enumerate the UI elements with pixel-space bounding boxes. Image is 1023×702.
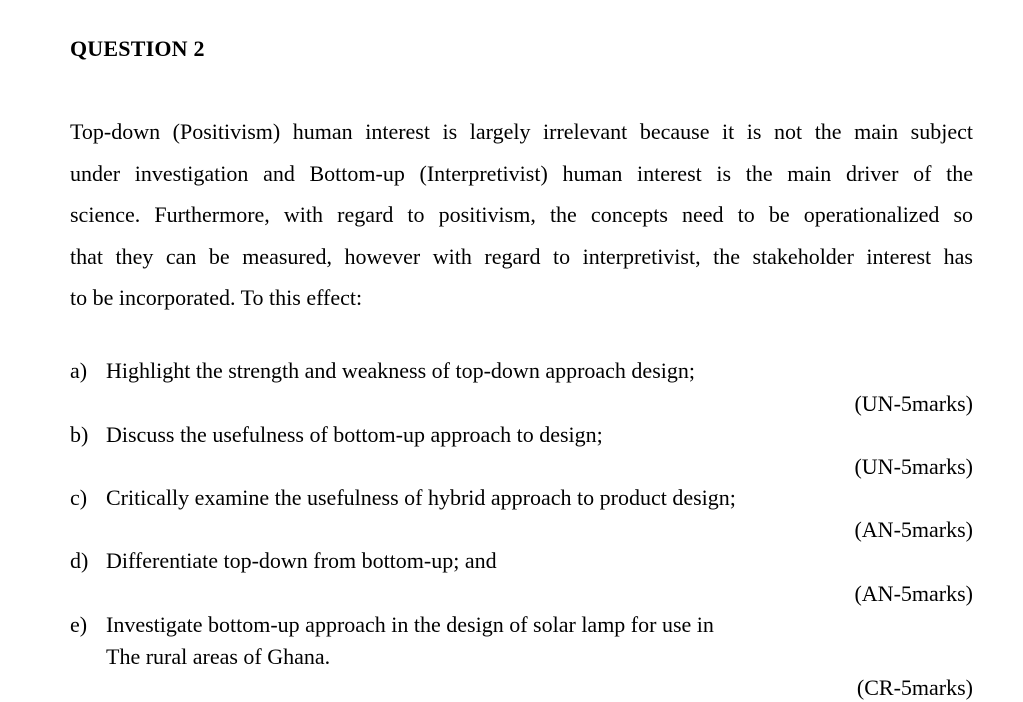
item-text: Highlight the strength and weakness of top-down approach design; xyxy=(106,358,695,383)
question-intro-paragraph xyxy=(70,111,973,319)
item-a-marks: (UN-5marks) xyxy=(854,391,973,416)
intro-line: Top-down (Positivism) human interest is largely irrelevant because it is not the main subject xyxy=(70,119,973,144)
item-text: Differentiate top-down from bottom-up; and xyxy=(106,548,497,573)
item-letter: d) xyxy=(70,548,89,573)
item-letter: c) xyxy=(70,485,88,510)
question-item-a xyxy=(70,355,695,387)
question-item-b xyxy=(70,419,603,451)
item-b-marks: (UN-5marks) xyxy=(854,454,973,479)
item-e-marks: (CR-5marks) xyxy=(856,675,973,700)
intro-line: that they can be measured, however with regard to interpretivist, the stakeholder interest has xyxy=(70,243,973,269)
item-letter: e) xyxy=(70,612,88,637)
item-text: Critically examine the usefulness of hybrid approach to product design; xyxy=(106,485,736,510)
intro-line: to be incorporated. To this effect: xyxy=(70,285,363,310)
intro-line: science. Furthermore, with regard to positivism, the concepts need to be operationalized so xyxy=(70,202,973,227)
item-d-marks: (AN-5marks) xyxy=(854,581,973,606)
item-c-marks: (AN-5marks) xyxy=(854,517,973,542)
question-item-c xyxy=(70,482,736,514)
intro-line: under investigation and Bottom-up (Interpretivist) human interest is the main driver of the xyxy=(70,160,973,186)
item-text-continued: The rural areas of Ghana. xyxy=(106,644,331,669)
item-letter: a) xyxy=(70,358,88,383)
item-letter: b) xyxy=(70,422,89,447)
item-text: Investigate bottom-up approach in the design of solar lamp for use in xyxy=(106,612,714,637)
question-item-e xyxy=(70,609,714,673)
question-item-d xyxy=(70,545,497,577)
question-heading: QUESTION 2 xyxy=(70,36,205,61)
item-text: Discuss the usefulness of bottom-up approach to design; xyxy=(106,422,603,447)
